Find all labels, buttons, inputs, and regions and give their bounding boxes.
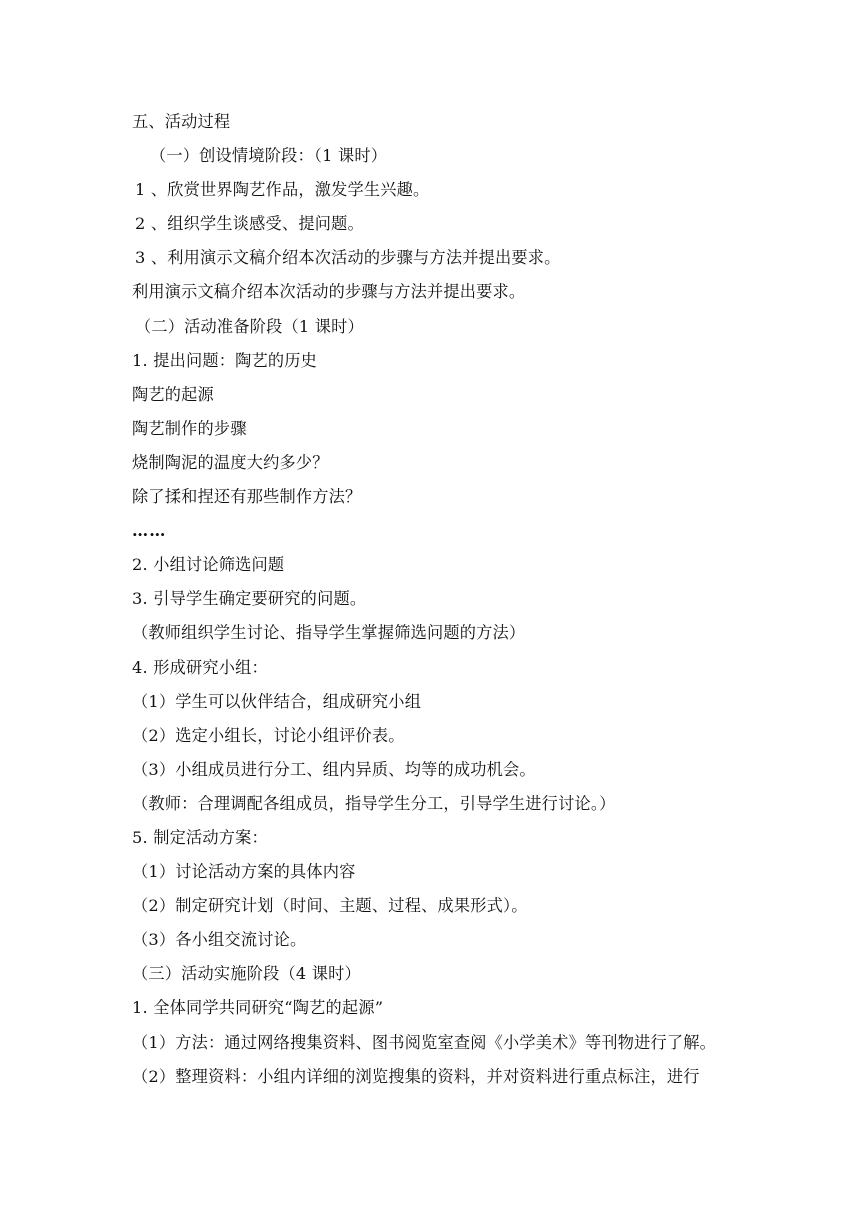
section-heading: 五、活动过程 <box>132 112 231 131</box>
text-line: 除了揉和捏还有那些制作方法？ <box>132 487 362 507</box>
document-body <box>132 109 752 1098</box>
text-line: 烧制陶泥的温度大约多少？ <box>132 452 329 472</box>
text-line: 1. 提出问题：陶艺的历史 <box>132 350 318 370</box>
text-line: 陶艺制作的步骤 <box>132 418 247 438</box>
text-line: （1）方法：通过网络搜集资料、图书阅览室查阅《小学美术》等刊物进行了解。 <box>132 1032 717 1052</box>
text-line: 3. 引导学生确定要研究的问题。 <box>132 589 367 609</box>
text-line: （3）小组成员进行分工、组内异质、均等的成功机会。 <box>132 759 536 779</box>
text-line: （教师：合理调配各组成员，指导学生分工，引导学生进行讨论。） <box>132 793 616 813</box>
text-line: （3）各小组交流讨论。 <box>132 930 307 950</box>
text-line: 3 、利用演示文稿介绍本次活动的步骤与方法并提出要求。 <box>135 248 561 268</box>
stage-heading: （一）创设情境阶段：（1 课时） <box>150 146 388 166</box>
stage-heading: （三）活动实施阶段（4 课时） <box>132 964 361 984</box>
text-line: 陶艺的起源 <box>132 384 214 404</box>
text-line: 1. 全体同学共同研究“陶艺的起源” <box>132 998 384 1018</box>
stage-heading: （二）活动准备阶段（1 课时） <box>135 316 364 336</box>
text-line: （教师组织学生讨论、指导学生掌握筛选问题的方法） <box>132 623 526 643</box>
text-line: （2）选定小组长，讨论小组评价表。 <box>132 725 405 745</box>
text-line: 5. 制定活动方案： <box>132 827 268 847</box>
text-line: 1 、欣赏世界陶艺作品，激发学生兴趣。 <box>135 180 430 200</box>
text-line: （1）学生可以伙伴结合，组成研究小组 <box>132 691 422 711</box>
text-line: 4. 形成研究小组： <box>132 657 268 677</box>
text-line: 2 、组织学生谈感受、提问题。 <box>135 214 364 234</box>
text-line: （2）制定研究计划（时间、主题、过程、成果形式）。 <box>132 896 528 916</box>
text-line: （1）讨论活动方案的具体内容 <box>132 862 356 882</box>
ellipsis-line: …… <box>132 521 167 541</box>
text-line: 2. 小组讨论筛选问题 <box>132 555 285 575</box>
text-line: （2）整理资料：小组内详细的浏览搜集的资料，并对资料进行重点标注，进行 <box>132 1066 700 1086</box>
text-line: 利用演示文稿介绍本次活动的步骤与方法并提出要求。 <box>132 282 526 302</box>
